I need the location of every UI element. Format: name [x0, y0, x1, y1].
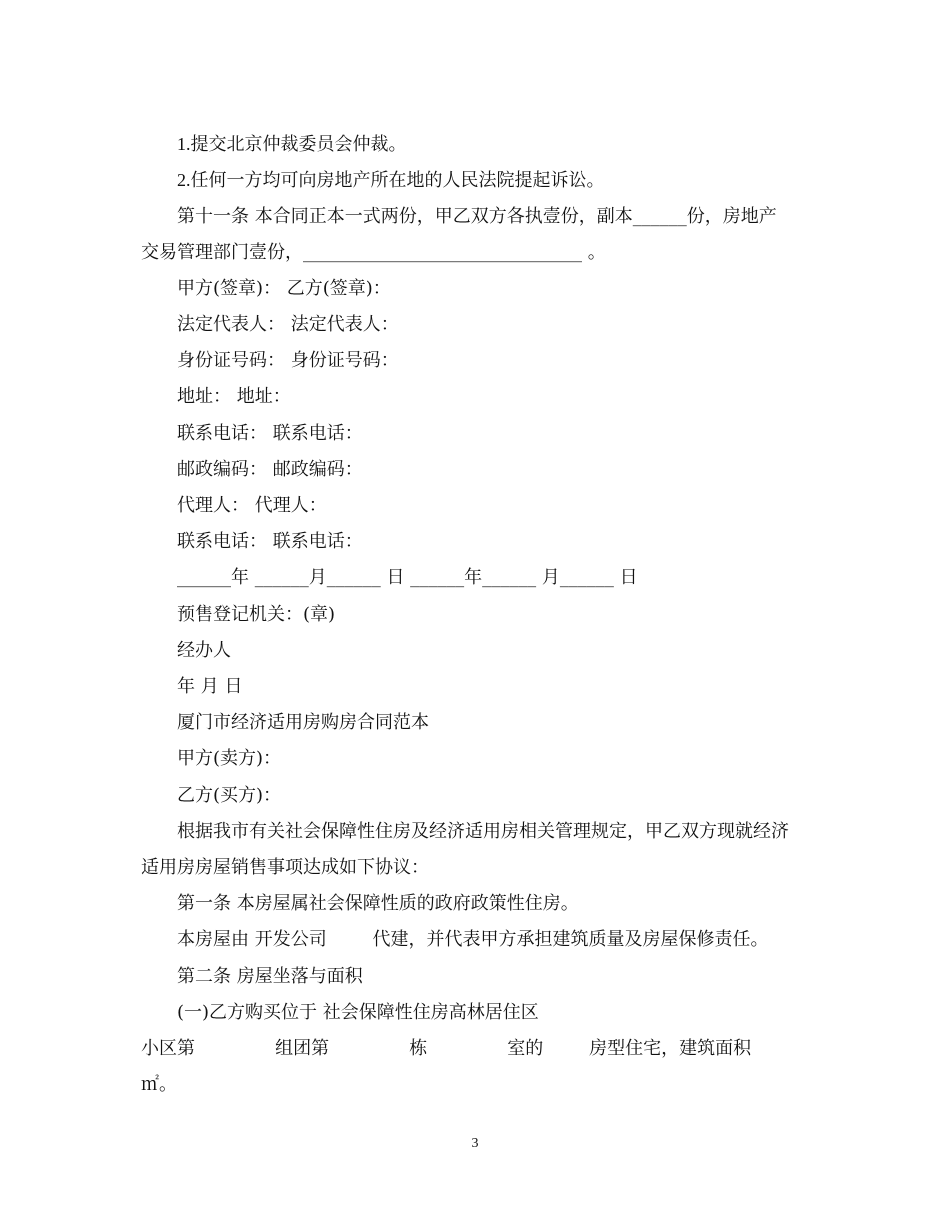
signature-line: 联系电话： 联系电话：	[177, 531, 363, 552]
date-line: ______年 ______月______ 日 ______年______ 月______ 日	[177, 567, 638, 588]
text-line: 第二条 房屋坐落与面积	[177, 966, 363, 987]
text-line: 乙方(买方)：	[177, 785, 282, 806]
text-line: 本房屋由 开发公司 代建，并代表甲方承担建筑质量及房屋保修责任。	[177, 929, 769, 950]
text-line: 1.提交北京仲裁委员会仲裁。	[177, 134, 407, 154]
text-line: 年 月 日	[177, 676, 243, 697]
signature-line: 法定代表人： 法定代表人：	[177, 314, 399, 335]
signature-line: 代理人： 代理人：	[177, 495, 327, 516]
signature-line: 身份证号码： 身份证号码：	[177, 350, 399, 371]
signature-line: 地址： 地址：	[177, 386, 291, 407]
signature-line: 联系电话： 联系电话：	[177, 423, 363, 444]
text-line: 适用房房屋销售事项达成如下协议：	[141, 857, 429, 878]
text-line: (一)乙方购买位于 社会保障性住房高林居住区	[177, 1002, 539, 1023]
text-line: ㎡。	[141, 1074, 177, 1095]
text-line: 小区第 组团第 栋 室的 房型住宅，建筑面积	[141, 1038, 752, 1059]
signature-line: 邮政编码： 邮政编码：	[177, 459, 363, 480]
signature-line: 甲方(签章)： 乙方(签章)：	[177, 278, 391, 299]
text-line: 根据我市有关社会保障性住房及经济适用房相关管理规定，甲乙双方现就经济	[177, 821, 789, 842]
section-title: 厦门市经济适用房购房合同范本	[177, 712, 429, 733]
text-line: 甲方(卖方)：	[177, 748, 282, 769]
text-line: 第十一条 本合同正本一式两份，甲乙双方各执壹份，副本______份，房地产	[177, 206, 777, 227]
text-line: 经办人	[177, 640, 231, 661]
page-number: 3	[471, 1136, 479, 1151]
text-line: 交易管理部门壹份，_______________________________ 。	[141, 242, 606, 263]
text-line: 预售登记机关：(章)	[177, 604, 336, 625]
text-line: 2.任何一方均可向房地产所在地的人民法院提起诉讼。	[177, 170, 605, 190]
text-line: 第一条 本房屋属社会保障性质的政府政策性住房。	[177, 893, 579, 914]
